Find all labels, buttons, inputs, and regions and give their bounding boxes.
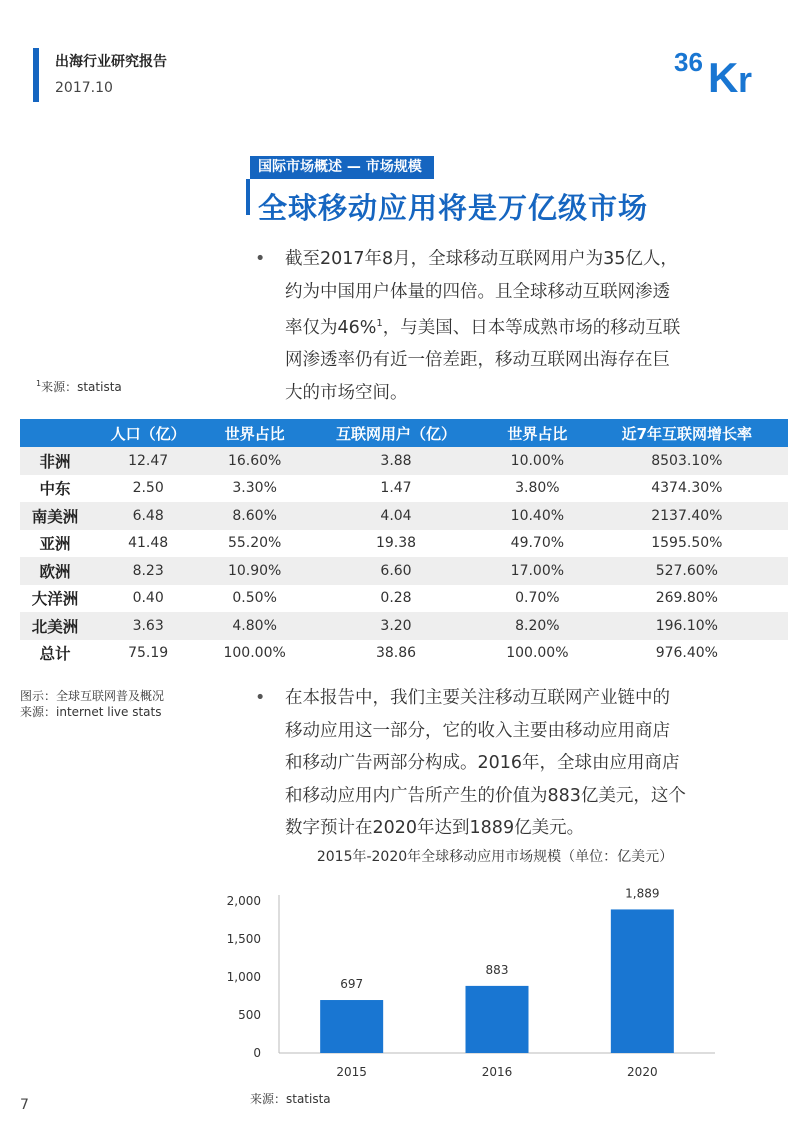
table-row xyxy=(20,475,788,503)
table-cell: 3.80% xyxy=(515,480,560,497)
internet-population-table xyxy=(20,419,788,667)
table-header-cell: 互联网用户（亿） xyxy=(303,419,489,447)
table-header-row xyxy=(20,419,788,447)
y-tick-label: 1,500 xyxy=(226,932,261,946)
bar-value-label: 697 xyxy=(340,977,364,992)
bar-value-label: 1,889 xyxy=(625,886,660,901)
table-cell: 3.20 xyxy=(303,612,489,640)
table-caption xyxy=(20,688,164,720)
bullet1-line: 截至2017年8月，全球移动互联网用户为35亿人， xyxy=(285,249,678,269)
x-tick-label: 2016 xyxy=(481,1065,513,1079)
bar-value-label: 883 xyxy=(485,962,509,977)
svg-text:K: K xyxy=(708,54,739,96)
table-cell: 41.48 xyxy=(128,535,169,552)
x-tick-label: 2015 xyxy=(336,1065,367,1079)
report-title: 出海行业研究报告 xyxy=(55,54,167,70)
region-cell: 中东 xyxy=(39,480,71,499)
table-cell: 12.47 xyxy=(90,447,206,475)
table-header-cell xyxy=(20,419,90,447)
region-cell: 欧洲 xyxy=(20,557,90,585)
title-accent-bar xyxy=(246,179,250,215)
caption-line: 来源：internet live stats xyxy=(20,705,162,719)
bullet2-line: 和移动广告两部分构成。2016年，全球由应用商店 xyxy=(285,753,680,773)
table-cell: 196.10% xyxy=(586,612,788,640)
table-cell: 19.38 xyxy=(375,535,417,552)
bar-2020 xyxy=(611,909,674,1053)
bullet2-line: 数字预计在2020年达到1889亿美元。 xyxy=(285,818,585,838)
y-tick-label: 2,000 xyxy=(226,894,261,908)
region-cell: 大洋洲 xyxy=(31,590,79,609)
table-cell: 4.80% xyxy=(206,612,303,640)
table-row xyxy=(20,447,788,475)
table-cell: 6.48 xyxy=(90,502,206,530)
table-cell: 527.60% xyxy=(586,557,788,585)
table-cell: 3.30% xyxy=(232,480,277,497)
table-cell: 8.23 xyxy=(90,557,206,585)
table-row xyxy=(20,502,788,530)
table-cell: 10.00% xyxy=(489,447,586,475)
table-cell: 8.20% xyxy=(489,612,586,640)
table-cell: 8.60% xyxy=(206,502,303,530)
table-cell: 4374.30% xyxy=(651,480,723,497)
bullet-dot-icon: • xyxy=(255,688,266,708)
table-cell: 0.70% xyxy=(515,590,560,607)
table-cell: 0.50% xyxy=(232,590,277,607)
market-size-bar-chart xyxy=(215,875,725,1095)
bullet1-line: 约为中国用户体量的四倍。且全球移动互联网渗透 xyxy=(285,281,670,302)
table-cell: 100.00% xyxy=(223,645,286,662)
bar-2015 xyxy=(320,1000,383,1053)
bar-2016 xyxy=(466,986,529,1053)
report-date: 2017.10 xyxy=(55,80,113,96)
region-cell: 总计 xyxy=(39,645,71,664)
section-tag: 国际市场概述 — 市场规模 xyxy=(250,156,434,179)
table-cell: 6.60 xyxy=(303,557,489,585)
table-cell: 75.19 xyxy=(128,645,169,662)
table-cell: 4.04 xyxy=(303,502,489,530)
bullet-paragraph-1 xyxy=(255,243,725,409)
table-row xyxy=(20,557,788,585)
bullet2-line: 和移动应用内广告所产生的价值为883亿美元，这个 xyxy=(285,785,686,806)
y-tick-label: 1,000 xyxy=(226,970,261,984)
chart-title: 2015年-2020年全球移动应用市场规模（单位：亿美元） xyxy=(316,849,674,865)
bullet1-line: 网渗透率仍有近一倍差距，移动互联网出海存在巨 xyxy=(285,350,670,371)
table-row xyxy=(20,530,788,558)
region-cell: 亚洲 xyxy=(39,535,71,554)
svg-text:r: r xyxy=(738,59,753,96)
y-tick-label: 500 xyxy=(238,1008,261,1022)
table-cell: 100.00% xyxy=(506,645,569,662)
bullet1-line: 率仅为46%$^1$，与美国、日本等成熟市场的移动互联 xyxy=(285,317,681,338)
footnote-mark: 1 xyxy=(376,318,383,329)
region-cell: 非洲 xyxy=(20,447,90,475)
table-cell: 2137.40% xyxy=(586,502,788,530)
table-header-cell: 世界占比 xyxy=(489,419,586,447)
caption-line: 图示：全球互联网普及概况 xyxy=(20,689,165,703)
table-cell: 0.28 xyxy=(380,590,412,607)
x-tick-label: 2020 xyxy=(627,1065,658,1079)
table-header-cell: 人口（亿） xyxy=(90,419,206,447)
table-cell: 976.40% xyxy=(655,645,718,662)
table-cell: 10.40% xyxy=(489,502,586,530)
table-cell: 0.40 xyxy=(132,590,164,607)
table-row xyxy=(20,612,788,640)
table-cell: 8503.10% xyxy=(586,447,788,475)
table-header-cell: 近7年互联网增长率 xyxy=(586,419,788,447)
bullet2-line: 移动应用这一部分，它的收入主要由移动应用商店 xyxy=(285,720,670,741)
header-accent-bar xyxy=(33,48,39,102)
table-cell: 16.60% xyxy=(206,447,303,475)
table-cell: 1.47 xyxy=(380,480,412,497)
page-title: 全球移动应用将是万亿级市场 xyxy=(258,191,649,225)
bullet1-line: 大的市场空间。 xyxy=(285,382,408,403)
table-cell: 3.63 xyxy=(90,612,206,640)
table-cell: 38.86 xyxy=(375,645,417,662)
table-row xyxy=(20,585,788,613)
table-row xyxy=(20,640,788,668)
table-cell: 269.80% xyxy=(655,590,718,607)
table-cell: 55.20% xyxy=(227,535,282,552)
bullet-dot-icon: • xyxy=(255,249,266,269)
svg-text:36: 36 xyxy=(674,47,703,77)
chart-source: 来源：statista xyxy=(250,1092,331,1106)
table-cell: 49.70% xyxy=(510,535,565,552)
table-cell: 17.00% xyxy=(489,557,586,585)
table-cell: 1595.50% xyxy=(651,535,723,552)
36kr-logo xyxy=(672,44,766,96)
bullet2-line: 在本报告中，我们主要关注移动互联网产业链中的 xyxy=(285,688,670,708)
y-tick-label: 0 xyxy=(253,1046,261,1060)
page-number: 7 xyxy=(20,1097,29,1113)
region-cell: 南美洲 xyxy=(20,502,90,530)
table-cell: 2.50 xyxy=(132,480,164,497)
table-cell: 3.88 xyxy=(303,447,489,475)
source-note-1: $^1$来源：statista xyxy=(36,379,122,394)
table-header-cell: 世界占比 xyxy=(206,419,303,447)
table-cell: 10.90% xyxy=(206,557,303,585)
bullet-paragraph-2 xyxy=(255,682,725,845)
region-cell: 北美洲 xyxy=(20,612,90,640)
